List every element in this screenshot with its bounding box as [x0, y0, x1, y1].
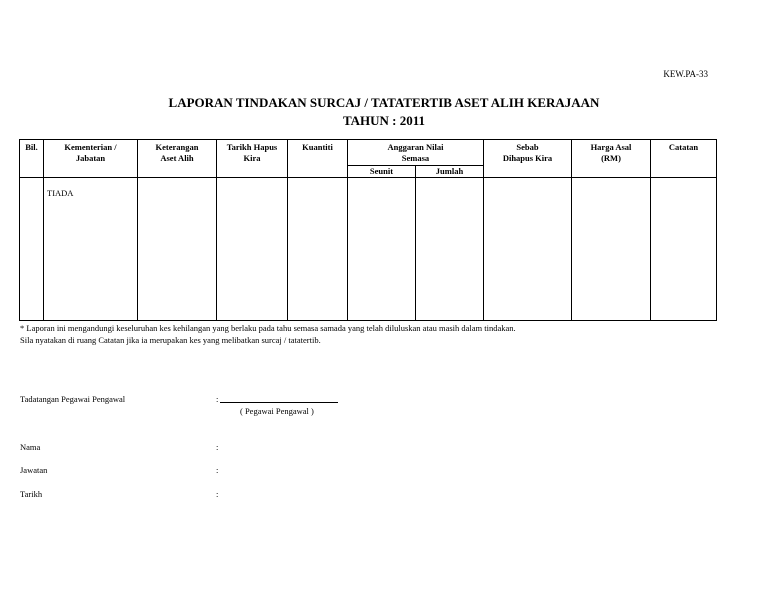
header-bil: Bil.	[20, 140, 44, 178]
signature-line	[220, 393, 338, 403]
header-kementerian: Kementerian / Jabatan	[44, 140, 138, 178]
field-jawatan-label: Jawatan	[20, 465, 48, 475]
header-sebab: Sebab Dihapus Kira	[484, 140, 572, 178]
signature-caption: ( Pegawai Pengawal )	[240, 406, 314, 416]
field-jawatan-colon: :	[216, 465, 219, 475]
field-tarikh-colon: :	[216, 489, 219, 499]
footnote-2: Sila nyatakan di ruang Catatan jika ia merupakan kes yang melibatkan surcaj / tatatertib.	[20, 335, 321, 345]
cell-bil	[20, 178, 44, 321]
cell-kementerian	[44, 178, 138, 321]
header-keterangan: Keterangan Aset Alih	[138, 140, 217, 178]
cell-keterangan	[138, 178, 217, 321]
cell-tarikh	[217, 178, 288, 321]
form-code: KEW.PA-33	[663, 69, 708, 79]
report-title: LAPORAN TINDAKAN SURCAJ / TATATERTIB ASET ALIH KERAJAAN	[168, 95, 600, 110]
report-year: TAHUN : 2011	[342, 113, 426, 128]
header-tarikh-hapus-kira: Tarikh Hapus Kira	[217, 140, 288, 178]
report-table	[19, 139, 717, 321]
header-harga-asal: Harga Asal (RM)	[572, 140, 651, 178]
header-catatan: Catatan	[651, 140, 717, 178]
header-anggaran-nilai: Anggaran Nilai Semasa	[348, 140, 484, 166]
cell-seunit	[348, 178, 416, 321]
footnotes	[20, 322, 516, 346]
cell-jumlah	[416, 178, 484, 321]
tiada-text: TIADA	[47, 188, 74, 198]
field-tarikh-label: Tarikh	[20, 489, 43, 499]
field-nama-label: Nama	[20, 442, 41, 452]
header-seunit: Seunit	[348, 166, 416, 178]
header-jumlah: Jumlah	[416, 166, 484, 178]
signature-label: Tadatangan Pegawai Pengawal	[20, 394, 126, 404]
field-nama-colon: :	[216, 442, 219, 452]
cell-sebab	[484, 178, 572, 321]
table-row	[20, 178, 717, 321]
header-kuantiti: Kuantiti	[288, 140, 348, 178]
signature-colon: :	[216, 394, 219, 404]
cell-harga	[572, 178, 651, 321]
cell-kuantiti	[288, 178, 348, 321]
cell-catatan	[651, 178, 717, 321]
footnote-1: * Laporan ini mengandungi keseluruhan kes kehilangan yang berlaku pada tahu semasa samada yang telah diluluskan atau masih dalam tindakan.	[20, 323, 516, 333]
